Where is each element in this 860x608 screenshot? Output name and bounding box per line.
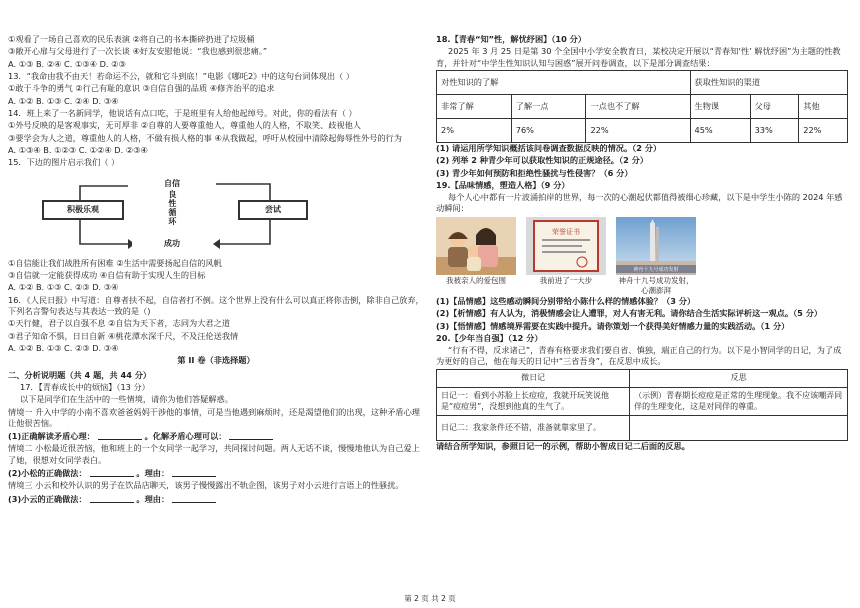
caption-family: 我被亲人的爱包围 [446,275,506,285]
q14-stem: 14．班上来了一名新同学，他说话有点口吃，于是班里有人给他起绰号。对此，你的看法有（ ） [8,108,357,119]
q17-scenario-1: 情境一 升入中学的小南不喜欢爸爸妈妈干涉他的事情，可是当他遇到麻烦时，还是渴望他们的出现，这种矛盾心理让他很苦恼。 [8,406,420,428]
survey-value: 22% [586,118,690,142]
node-try: 尝试 [238,200,308,220]
answer-blank[interactable] [229,430,273,440]
survey-table [436,70,848,143]
q17-answer-3 [8,493,424,505]
q12-answer-choices: A. ①③ B. ②④ C. ①③④ D. ②③ [8,58,126,69]
node-virtuous-cycle: 良性循环 [167,189,177,226]
diary-table [436,369,848,442]
confidence-cycle-diagram [8,170,424,258]
q17-answer-2 [8,467,424,479]
q17-answer-3-label: (3)小云的正确做法： [8,493,87,504]
survey-value: 76% [511,118,586,142]
survey-label: 一点也不了解 [586,94,690,118]
survey-group-channels: 获取性知识的渠道 [690,70,847,94]
survey-label: 生物课 [690,94,750,118]
q20-title: 20.【少年当自强】（12 分） [436,332,543,343]
section-2-title: 二、分析说明题（共 4 题，共 44 分） [8,369,152,380]
q13-stem: 13．“我命由我不由天！若命运不公，就和它斗到底！”电影《哪吒2》中的这句台词体现出（ ） [8,71,355,82]
node-confidence: 自信 [132,176,212,194]
diary-entry-2: 日记二：我家条件还不错，准备就靠家里了。 [437,416,630,441]
q14-options-2: ③要学会为人之道，尊重他人的人格，不做有损人格的事 ④从我做起，呼吁从校园中清除起侮辱性外号的行为 [8,132,402,143]
node-positive: 积极乐观 [42,200,124,220]
q16-options-2: ③君子知命不惧，日日自新 ④桃花潭水深千尺，不及汪伦送我情 [8,330,239,341]
q15-stem: 15．下边的图片启示我们（ ） [8,157,120,168]
q16-stem: 16．《人民日报》中写道：自尊者扶不起，自信者打不倒。这个世界上没有什么可以真正将你击倒，除非自己放弃，下列名言警句表达与其表达一致的是（) [8,294,424,316]
q19-sub-2: (2)【析情感】有人认为，消极情感会让人遭罪，对人有害无利。请你结合生活实际评析这一观点。（5 分） [436,308,823,319]
caption-certificate: 我前进了一大步 [539,275,593,285]
q17-title: 17．【青春成长中的烦恼】（13 分） [20,381,150,392]
left-column [8,34,424,506]
q17-answer-2-label: (2)小松的正确做法： [8,467,87,478]
reflection-1: （示例）青春期长痘痘是正常的生理现象。我不应该嘲弄同伴的生理变化，这是对同伴的尊重。 [630,387,848,416]
answer-blank[interactable] [90,493,134,503]
photo-captions [436,276,848,296]
answer-blank[interactable] [90,467,134,477]
q16-options-1: ①天行健，君子以自强不息 ②自信为天下者，志同为大君之道 [8,318,230,329]
survey-value: 33% [750,118,799,142]
q13-answer-choices: A. ①② B. ①③ C. ②④ D. ③④ [8,95,119,106]
arrow-try-to-success [220,216,270,244]
q18-sub-3: (3) 青少年如何预防和拒绝性骚扰与性侵害？（6 分） [436,167,633,178]
q17-intro: 以下是同学们在生活中的一些情境，请你为他们答疑解惑。 [20,394,233,405]
q19-intro: 每个人心中都有一片波涌拍岸的世界，每一次的心潮起伏都值得被细心珍藏，以下是中学生小陈的 2024 年感动瞬间： [436,192,843,214]
answer-blank[interactable] [172,467,216,477]
q20-sub: 请结合所学知识，参照日记一的示例，帮助小智成日记二后面的反思。 [436,441,690,452]
reflection-header: 反思 [630,369,848,387]
q15-options-1: ①自信能让我们战胜所有困难 ②生活中需要扬起自信的风帆 [8,257,222,268]
q18-title: 18.【青春“知”性，解忧纾困】（10 分） [436,34,587,44]
q19-sub-3: (3)【悟情感】情感境界需要在实践中提升。请你策划一个获得美好情感力量的实践活动。（1 分） [436,320,790,331]
survey-label: 非常了解 [437,94,512,118]
caption-rocket: 神舟十九号成功发射，心潮澎湃 [618,275,694,295]
q17-answer-2-mid: 。理由： [136,467,170,478]
q14-options-1: ①外号反映的是客观事实，无可厚非 ②自尊的人要尊重他人，尊重他人的人格，不取笑、歧视他人 [8,120,361,131]
q19-title: 19.【品味情感，塑造人格】（9 分） [436,179,570,190]
survey-value: 22% [799,118,848,142]
q16-answer-choices: A. ①② B. ①③ C. ②③ D. ③④ [8,343,119,353]
page-footer: 第 2 页 共 2 页 [404,593,456,603]
survey-label: 父母 [750,94,799,118]
q12-options-line-2: ③敞开心扉与父母进行了一次长谈 ④好友安慰他说：“我也感到很悲痛。” [8,46,268,57]
certificate-title: 荣誉证书 [552,227,580,236]
honor-certificate-photo [526,217,606,275]
q12-options-line-1: ①观看了一场自己喜欢的民乐表演 ②将自己的书本撕碎扔进了垃圾桶 [8,34,255,44]
q14-answer-choices: A. ①③④ B. ①②③ C. ①②④ D. ②③④ [8,145,148,156]
reflection-2-answer[interactable] [630,416,848,441]
moment-photos [436,217,848,275]
answer-blank[interactable] [98,430,142,440]
q17-answer-1-mid: 。化解矛盾心理可以： [144,431,227,442]
q15-options-2: ③自信就一定能获得成功 ④自信有助于实现人生的目标 [8,270,206,281]
rocket-photo-overlay: 神舟十九号成功发射 [633,266,679,273]
q19-sub-1: (1)【品情感】这些感动瞬间分别带给小陈什么样的情感体验？（3 分） [436,295,696,306]
survey-value: 2% [437,118,512,142]
q13-options: ①敢于斗争的勇气 ②行己有耻的意识 ③自信自强的品质 ④修齐治平的追求 [8,83,275,94]
survey-label: 其他 [799,94,848,118]
q18-intro: 2025 年 3 月 25 日是第 30 个全国中小学安全教育日，某校决定开展以“青春知‘性’ 解忧纾困”为主题的性教育，并针对“中学生性知识认知与困惑”展开问卷调查，以下是部分调查结果： [436,46,841,68]
diary-header: 微日记 [437,369,630,387]
node-success: 成功 [132,236,212,254]
answer-blank[interactable] [172,493,216,503]
survey-value: 45% [690,118,750,142]
family-photo [436,217,516,275]
rocket-launch-photo [616,217,696,275]
q15-answer-choices: A. ①② B. ①③ C. ②③ D. ③④ [8,282,119,293]
diary-entry-1: 日记一：看到小苏脸上长痘痘，我就开玩笑说他是“痘痘男”，没想到他真的生气了。 [437,387,630,416]
q17-answer-1 [8,430,424,442]
q17-scenario-3: 情境三 小云和校外认识的男子在饮品店聊天，该男子慢慢露出不轨企图，该男子对小云进行言语上的性骚扰。 [8,480,404,491]
arrow-confidence-to-try [216,184,270,200]
right-column [436,34,848,454]
q18-sub-2: (2) 列举 2 种青少年可以获取性知识的正规途径。（2 分） [436,155,649,166]
arrow-confidence-to-positive [80,186,128,200]
q18-sub-1: (1) 请运用所学知识概括该问卷调查数据反映的情况。（2 分） [436,142,662,153]
q17-answer-1-label: (1)正确解读矛盾心理： [8,431,95,442]
survey-label: 了解一点 [511,94,586,118]
survey-group-knowledge: 对性知识的了解 [437,70,691,94]
q17-answer-3-mid: 。理由： [136,493,170,504]
q20-intro: “行有不得，反求诸己”，青春有格要求我们要自省、慎独，端正自己的行为。以下是小智同学的日记，为了成为更好的自己，他在每天的日记中“三省吾身”，在反思中成长。 [436,345,842,367]
volume-2-title: 第 II 卷（非选择题） [177,355,255,366]
q17-scenario-2: 情境二 小松最近很苦恼，他和班上的一个女同学一起学习，共同探讨问题。两人无话不谈，慢慢地他认为自己爱上了她，很想对女同学表白。 [8,443,420,465]
